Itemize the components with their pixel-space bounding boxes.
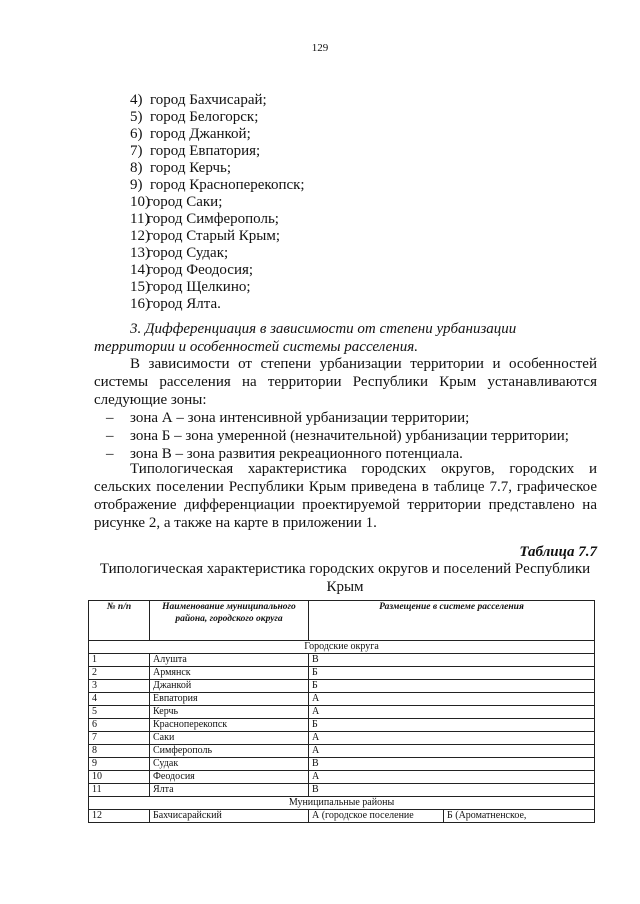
list-item-number: 8) [130,160,143,176]
cell-zone-b: Б (Ароматненское, [444,810,595,823]
list-item [130,143,305,160]
list-item-number: 12) [130,228,150,244]
list-item [130,160,305,177]
list-item [130,109,305,126]
cell-zone: Б [309,719,595,732]
cell-name: Бахчисарайский [150,810,309,823]
cell-name: Судак [150,758,309,771]
cell-name: Симферополь [150,745,309,758]
list-item-number: 14) [130,262,150,278]
table-row [89,758,595,771]
cell-name: Феодосия [150,771,309,784]
cell-num: 5 [89,706,150,719]
cell-zone: В [309,784,595,797]
list-item-number: 7) [130,143,143,159]
cell-name: Алушта [150,654,309,667]
cell-num: 2 [89,667,150,680]
table-row [89,771,595,784]
page-number: 129 [311,42,329,54]
list-item-number: 15) [130,279,150,295]
list-item-text: город Симферополь; [147,211,279,227]
dash-bullet: – [106,428,114,444]
list-item [130,211,305,228]
list-item-number: 9) [130,177,143,193]
list-item [130,262,305,279]
cell-name: Джанкой [150,680,309,693]
list-item-text: город Саки; [147,194,223,210]
cell-zone: В [309,758,595,771]
paragraph-table-reference: Типологическая характеристика городских округов, городских и сельских поселении Республики Крым приведена в таблице 7.7, графическое отображение дифференциации проектируемой территории представлено на рисунке 2, а также на карте в приложении 1. [94,461,597,531]
city-list [130,92,305,313]
section-urban-districts: Городские округа [89,641,595,654]
cell-name: Евпатория [150,693,309,706]
list-item [130,228,305,245]
cell-num: 4 [89,693,150,706]
table-row [89,784,595,797]
cell-zone-a: А (городское поселение [309,810,444,823]
list-item-text: город Евпатория; [150,143,261,159]
dash-bullet: – [106,410,114,426]
cell-zone: А [309,706,595,719]
list-item-text: город Бахчисарай; [150,92,267,108]
header-name: Наименование муниципального района, городского округа [150,601,309,641]
list-item-number: 13) [130,245,150,261]
cell-num: 3 [89,680,150,693]
list-item-number: 10) [130,194,150,210]
cell-zone: А [309,732,595,745]
cell-num: 1 [89,654,150,667]
typology-table [88,600,595,823]
table-row [89,667,595,680]
table-caption: Типологическая характеристика городских округов и поселений Республики Крым [99,561,591,595]
cell-name: Армянск [150,667,309,680]
list-item-number: 11) [130,211,150,227]
cell-name: Саки [150,732,309,745]
paragraph-zones-intro: В зависимости от степени урбанизации территории и особенностей системы расселения на территории Республики Крым устанавливаются следующие зоны: [94,356,597,408]
header-placement: Размещение в системе расселения [309,601,595,641]
list-item-text: город Красноперекопск; [150,177,305,193]
cell-num: 7 [89,732,150,745]
section-municipal-districts: Муниципальные районы [89,797,595,810]
list-item [130,279,305,296]
cell-num: 10 [89,771,150,784]
section-heading [94,320,534,356]
cell-num: 12 [89,810,150,823]
table-header-row [89,601,595,641]
list-item-number: 4) [130,92,143,108]
list-item-text: город Феодосия; [147,262,254,278]
list-item-text: город Керчь; [150,160,231,176]
cell-zone: А [309,745,595,758]
list-item [130,177,305,194]
zone-item [106,409,569,427]
list-item-text: город Ялта. [147,296,221,312]
cell-num: 11 [89,784,150,797]
cell-name: Красноперекопск [150,719,309,732]
table-row [89,810,595,823]
list-item-text: город Джанкой; [150,126,251,142]
section-heading-line1: 3. Дифференциация в зависимости от степени урбанизации [130,321,517,337]
header-num: № п/п [89,601,150,641]
table-row [89,719,595,732]
zones-list [106,409,569,463]
table-row [89,680,595,693]
zone-item-text: зона А – зона интенсивной урбанизации территории; [130,410,470,426]
zone-item-text: зона Б – зона умеренной (незначительной) урбанизации территории; [130,428,569,444]
dash-bullet: – [106,446,114,462]
cell-zone: А [309,771,595,784]
list-item-text: город Судак; [147,245,229,261]
table-row [89,654,595,667]
cell-name: Ялта [150,784,309,797]
cell-zone: А [309,693,595,706]
list-item [130,126,305,143]
cell-zone: В [309,654,595,667]
cell-num: 6 [89,719,150,732]
list-item-number: 16) [130,296,150,312]
cell-name: Керчь [150,706,309,719]
table-row [89,693,595,706]
list-item-text: город Белогорск; [150,109,259,125]
list-item-number: 5) [130,109,143,125]
cell-num: 8 [89,745,150,758]
section-row-urban-districts [89,641,595,654]
list-item [130,92,305,109]
section-row-municipal-districts [89,797,595,810]
table-row [89,706,595,719]
list-item [130,245,305,262]
table-label: Таблица 7.7 [519,544,597,560]
cell-num: 9 [89,758,150,771]
section-heading-line2: территории и особенностей системы расселения. [94,339,418,355]
table-row [89,745,595,758]
list-item [130,296,305,313]
list-item-number: 6) [130,126,143,142]
zone-item [106,427,569,445]
list-item-text: город Щелкино; [147,279,251,295]
list-item [130,194,305,211]
table-row [89,732,595,745]
cell-zone: Б [309,667,595,680]
zone-item-text: зона В – зона развития рекреационного потенциала. [130,446,463,462]
list-item-text: город Старый Крым; [147,228,281,244]
cell-zone: Б [309,680,595,693]
